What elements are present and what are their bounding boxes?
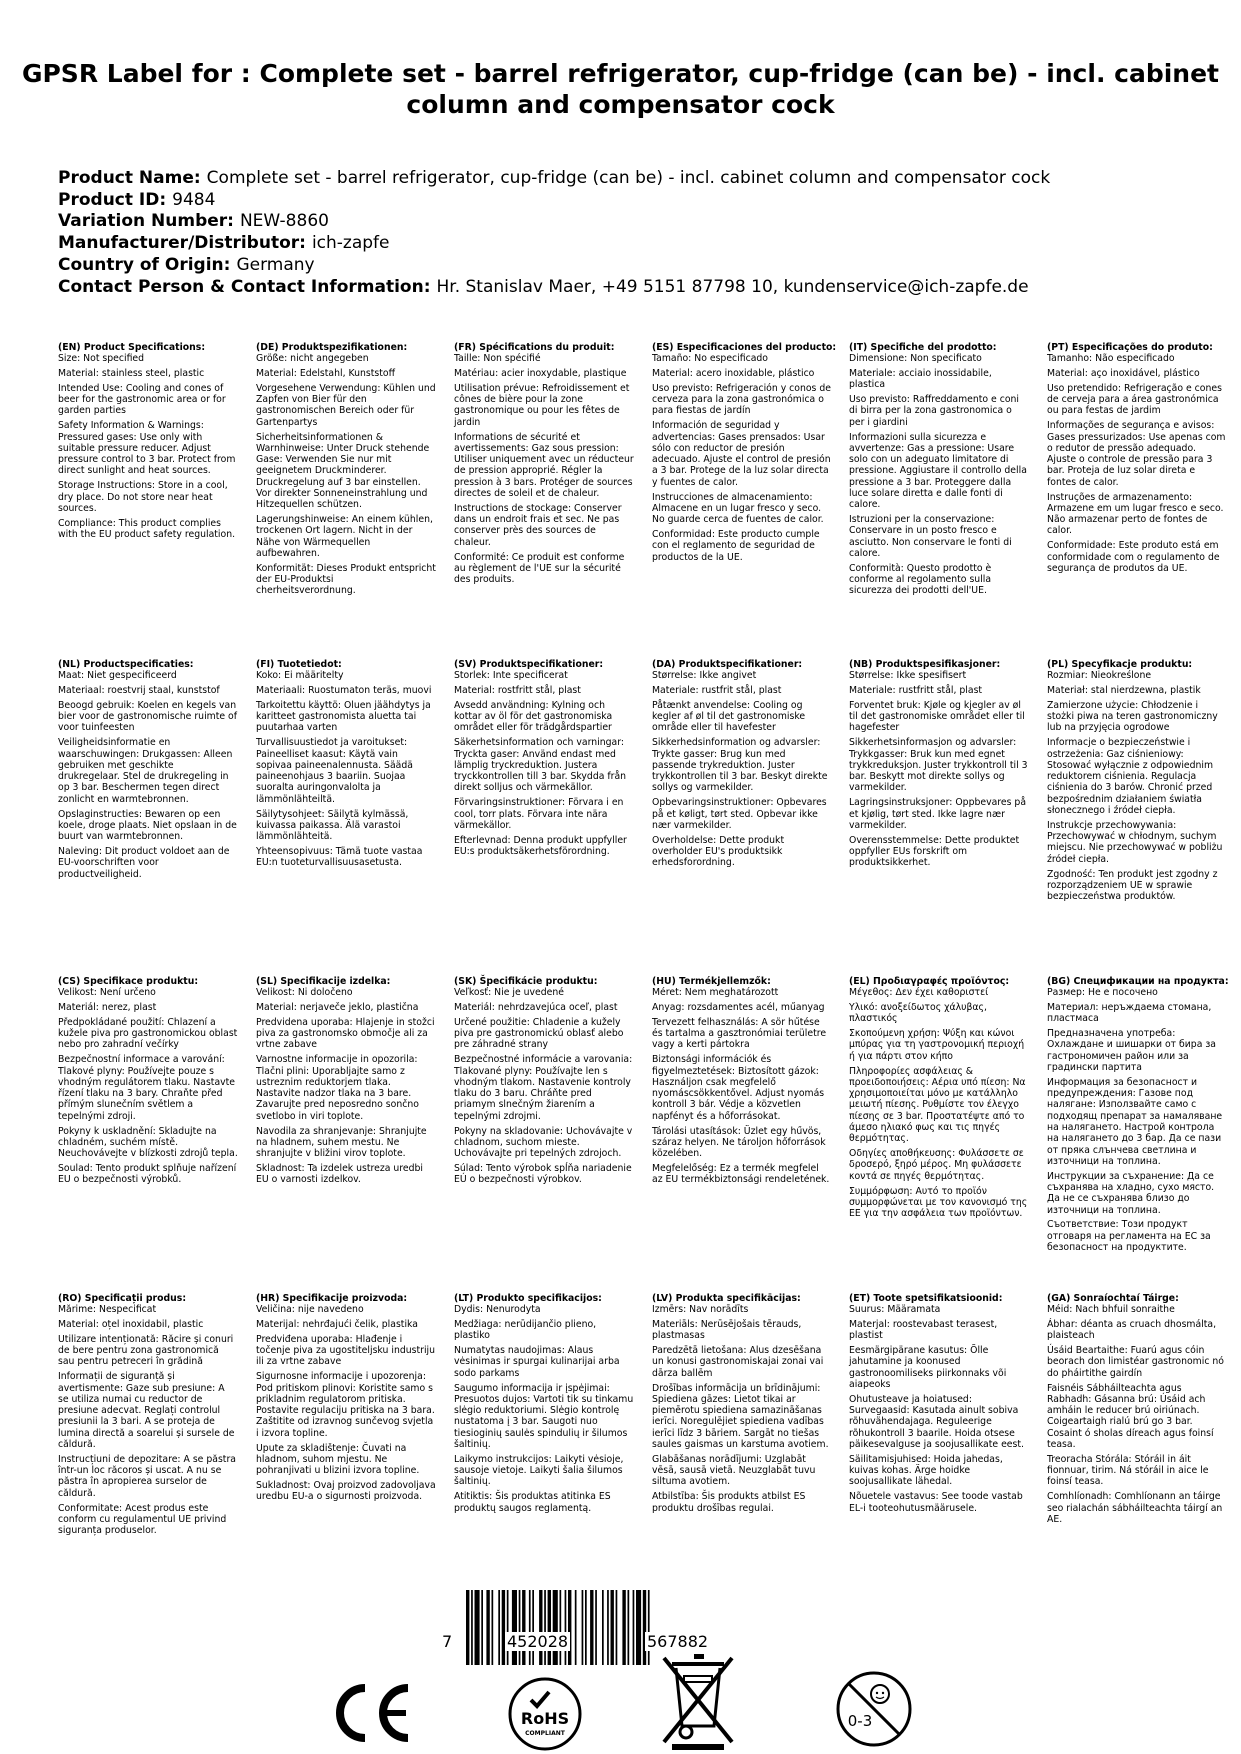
spec-heading: (GA) Sonraíochtaí Táirge: [1047, 1293, 1179, 1304]
spec-line: Predvidena uporaba: Hlajenje in stožci piva za gastronomsko območje ali za vrtne zabave [256, 1016, 435, 1051]
spec-heading: (DA) Produktspecifikationer: [652, 659, 803, 670]
spec-line: Varnostne informacije in opozorila: Tlačni plini: Uporabljajte samo z ustreznim reduktorjem tlaka. Nastavite nadzor tlaka na 3 bare. Zavarujte pred neposredno sončno svetlobo in viri toplote. [256, 1054, 419, 1122]
spec-line: Určené použitie: Chladenie a kužely piva pre gastronomickú oblasť alebo pre záhradné strany [454, 1016, 624, 1051]
spec-line: Instrukcje przechowywania: Przechowywać w chłodnym, suchym miejscu. Nie przechowywać w pobliżu źródeł ciepła. [1047, 819, 1223, 865]
spec-line: Glabāšanas norādījumi: Uzglabāt vēsā, sausā vietā. Neuzglabāt tuvu siltuma avotiem. [652, 1453, 816, 1488]
spec-line: Matériau: acier inoxydable, plastique [454, 368, 627, 380]
spec-line: Materiāls: Nerūsējošais tērauds, plastmasas [652, 1319, 802, 1342]
spec-line: Forventet bruk: Kjøle og kjegler av øl til det gastronomiske området eller til hagefester [849, 699, 1025, 734]
spec-heading: (PL) Specyfikacje produktu: [1047, 659, 1193, 670]
spec-block [1047, 659, 1227, 906]
spec-line: Dydis: Nenurodyta [454, 1304, 541, 1316]
spec-line: Tárolási utasítások: Üzlet egy hűvös, száraz helyen. Ne tároljon hőforrások közelében. [652, 1125, 826, 1160]
spec-line: Uso previsto: Refrigeración y conos de cerveza para la zona gastronómica o para fiestas de jardín [652, 382, 831, 417]
barcode-group1: 452028 [507, 1632, 569, 1651]
spec-line: Tamaño: No especificado [652, 353, 768, 365]
spec-line: Lagringsinstruksjoner: Oppbevares på et kjølig, tørt sted. Ikke lagre nær varmekilder. [849, 797, 1027, 831]
spec-line: Πληροφορίες ασφάλειας & προειδοποιήσεις: Αέρια υπό πίεση: Να χρησιμοποιείται μόνο με κατάλληλο μειωτή πίεσης. Ρυθμίστε τον έλεγχο πίεσης σε 3 bar. Προστατέψτε από το άμεσο ηλιακό φως και τις πηγές θερμότητας. [849, 1065, 1026, 1145]
spec-line: Förvaringsinstruktioner: Förvara i en cool, torr plats. Förvara inte nära värmekällor. [454, 797, 624, 831]
spec-line: Informații de siguranță și avertismente: Gaze sub presiune: A se utiliza numai cu reductor de presiune adecvat. Reglați controlul presiunii la 3 bari. A se proteja de lumina directă a soarelui și sursele de căldură. [58, 1371, 235, 1451]
spec-line: Uso previsto: Raffreddamento e coni di birra per la zona gastronomica o per i giardini [849, 394, 1019, 428]
spec-line: Numatytas naudojimas: Alaus vėsinimas ir spurgai kulinarijai arba sodo parkams [454, 1345, 620, 1379]
spec-block [1047, 976, 1227, 1257]
spec-line: Conformité: Ce produit est conforme au règlement de l'UE sur la sécurité des produits. [454, 551, 625, 586]
spec-block [849, 342, 1029, 600]
spec-line: Materiaal: roestvrij staal, kunststof [58, 685, 220, 697]
spec-line: Laikymo instrukcijos: Laikyti vėsioje, sausoje vietoje. Laikyti šalia šilumos šaltinių. [454, 1453, 624, 1488]
spec-line: Información de seguridad y advertencias: Gases prensados: Usar sólo con reductor de presión adecuado. Ajuste el control de presión a 3 bar. Protege de la luz solar directa y fuentes de calor. [652, 420, 831, 488]
spec-line: Veiligheidsinformatie en waarschuwingen: Drukgassen: Alleen gebruiken met geschikte drukregelaar. Stel de drukregeling in op 3 bar. Beschermen tegen direct zonlicht en warmtebronnen. [58, 737, 233, 805]
spec-line: Påtænkt anvendelse: Cooling og kegler af øl til det gastronomiske område eller til havefester [652, 699, 806, 734]
barcode-digit: 7 [442, 1632, 453, 1651]
spec-line: Medžiaga: nerūdijančio plieno, plastiko [454, 1319, 597, 1342]
spec-line: Instrucțiuni de depozitare: A se păstra într-un loc răcoros și uscat. A nu se păstra în apropierea surselor de căldură. [58, 1453, 236, 1499]
barcode-group2: 567882 [647, 1632, 709, 1651]
spec-line: Υλικό: ανοξείδωτος χάλυβας, πλαστικός [849, 1002, 987, 1025]
spec-line: Velikost: Ni določeno [256, 987, 353, 999]
spec-block [256, 1293, 436, 1506]
spec-block [1047, 1293, 1227, 1529]
spec-heading: (ET) Toote spetsifikatsioonid: [849, 1293, 1003, 1304]
spec-line: Konformität: Dieses Produkt entspricht der EU-Produktsi cherheitsverordnung. [256, 562, 436, 597]
spec-heading: (FI) Tuotetiedot: [256, 659, 342, 670]
spec-line: Material: aço inoxidável, plástico [1047, 368, 1200, 380]
spec-line: Størrelse: Ikke spesifisert [849, 670, 967, 682]
spec-heading: (SV) Produktspecifikationer: [454, 659, 604, 670]
spec-line: Treoracha Stórála: Stóráil in áit fionnuar, tirim. Ná stóráil in aice le foinsí teasa. [1047, 1453, 1209, 1488]
spec-heading: (RO) Specificații produs: [58, 1293, 187, 1304]
spec-heading: (CS) Specifikace produktu: [58, 976, 199, 987]
spec-line: Izmērs: Nav norādīts [652, 1304, 749, 1316]
spec-heading: (EN) Product Specifications: [58, 342, 206, 353]
spec-line: Materiál: nehrdzavejúca oceľ, plast [454, 1002, 618, 1014]
spec-heading: (LV) Produkta specifikācijas: [652, 1293, 801, 1304]
spec-line: Nõuetele vastavus: See toode vastab EL-i tooteohutusmäärusele. [849, 1491, 1023, 1514]
spec-line: Upute za skladištenje: Čuvati na hladnom, suhom mjestu. Ne pohranjivati u blizini izvora topline. [256, 1442, 420, 1477]
spec-line: Instructions de stockage: Conserver dans un endroit frais et sec. Ne pas conserver près des sources de chaleur. [454, 502, 622, 548]
spec-block [256, 976, 436, 1189]
page-title: GPSR Label for : Complete set - barrel refrigerator, cup-fridge (can be) - incl. cabinet column and compensator cock [21, 59, 1220, 119]
spec-block [849, 659, 1029, 872]
spec-line: Compliance: This product complies with the EU product safety regulation. [58, 517, 236, 540]
spec-line: Инструкции за съхранение: Да се съхранява на хладно, сухо място. Да не се съхранява близо до източници на топлина. [1047, 1170, 1215, 1216]
spec-line: Materiál: nerez, plast [58, 1002, 157, 1014]
info-product-id: Product ID: 9484 [58, 189, 216, 210]
spec-line: Съответствие: Този продукт отговаря на регламента на ЕС за безопасност на продуктите. [1047, 1219, 1211, 1254]
info-country-of-origin: Country of Origin: Germany [58, 254, 315, 275]
spec-line: Utilizare intenționată: Răcire și conuri de bere pentru zona gastronomică sau pentru petreceri în grădină [58, 1333, 234, 1368]
spec-line: Material: rostfritt stål, plast [454, 685, 581, 697]
rohs-label: RoHS [520, 1709, 570, 1728]
spec-line: Conformidade: Este produto está em conformidade com o regulamento de segurança de produtos da UE. [1047, 540, 1220, 574]
spec-block [652, 1293, 832, 1517]
spec-block [454, 976, 634, 1189]
spec-line: Предназначена употреба: Охлаждане и шишарки от бира за гастрономичен район или за градински партита [1047, 1028, 1217, 1074]
spec-line: Sukladnost: Ovaj proizvod zadovoljava uredbu EU-a o sigurnosti proizvoda. [256, 1479, 436, 1503]
spec-line: Atitiktis: Šis produktas atitinka ES produktų saugos reglamentą. [454, 1491, 611, 1514]
spec-block [454, 659, 634, 861]
spec-line: Overholdelse: Dette produkt overholder EU's produktsikk erhedsforordning. [652, 834, 785, 869]
spec-line: Biztonsági információk és figyelmeztetések: Biztosított gázok: Használjon csak megfelelő nyomáscsökkentővel. Adjust nyomás kontroll 3 bár. Védje a közvetlen napfényt és a hőforrásokat. [652, 1054, 825, 1122]
spec-line: Material: acero inoxidable, plástico [652, 368, 815, 380]
spec-line: Συμμόρφωση: Αυτό το προϊόν συμμορφώνεται με τον κανονισμό της ΕΕ για την ασφάλεια των προϊόντων. [849, 1185, 1028, 1220]
spec-line: Anyag: rozsdamentes acél, műanyag [652, 1002, 825, 1014]
spec-line: Overensstemmelse: Dette produktet oppfyller EUs forskrift om produktsikkerhet. [849, 834, 1020, 869]
spec-line: Material: oțel inoxidabil, plastic [58, 1319, 204, 1331]
spec-heading: (ES) Especificaciones del producto: [652, 342, 837, 353]
spec-line: Naleving: Dit product voldoet aan de EU-voorschriften voor productveiligheid. [58, 845, 230, 880]
spec-heading: (EL) Προδιαγραφές προϊόντος: [849, 976, 1010, 987]
spec-line: Lagerungshinweise: An einem kühlen, trockenen Ort lagern. Nicht in der Nähe von Wärmequellen aufbewahren. [256, 514, 433, 560]
spec-line: Instruções de armazenamento: Armazene em um lugar fresco e seco. Não armazenar perto de fontes de calor. [1047, 491, 1224, 537]
spec-block [652, 976, 832, 1189]
spec-block [849, 976, 1029, 1223]
spec-line: Veličina: nije navedeno [256, 1304, 364, 1316]
spec-block [58, 976, 238, 1189]
spec-heading: (NL) Productspecificaties: [58, 659, 194, 670]
spec-line: Size: Not specified [58, 353, 145, 365]
spec-line: Säkerhetsinformation och varningar: Tryckta gaser: Använd endast med lämplig tryckreduktion. Justera tryckkontrollen till 3 bar. Skydda från direkt solljus och värmekällor. [454, 737, 627, 794]
spec-line: Intended Use: Cooling and cones of beer for the gastronomic area or for garden parties [58, 382, 226, 417]
spec-line: Navodila za shranjevanje: Shranjujte na hladnem, suhem mestu. Ne shranjujte v bližini virov toplote. [256, 1125, 427, 1160]
spec-line: Uso pretendido: Refrigeração e cones de cerveja para a área gastronómica ou para festas de jardim [1047, 382, 1222, 417]
spec-line: Material: Edelstahl, Kunststoff [256, 368, 395, 380]
spec-line: Οδηγίες αποθήκευσης: Φυλάσσετε σε δροσερό, ξηρό μέρος. Μη φυλάσσετε κοντά σε πηγές θερμότητας. [849, 1148, 1024, 1182]
spec-line: Atbilstība: Šis produkts atbilst ES produktu drošības regulai. [652, 1491, 806, 1514]
spec-line: Eesmärgipärane kasutus: Õlle jahutamine ja koonused gastronoomiliseks piirkonnaks või aiapeoks [849, 1345, 1007, 1391]
spec-line: Dimensione: Non specificato [849, 353, 982, 365]
spec-line: Méret: Nem meghatározott [652, 987, 779, 999]
spec-line: Säilytysohjeet: Säilytä kylmässä, kuivassa paikassa. Älä varastoi lämmönlähteitä. [256, 808, 409, 843]
spec-heading: (BG) Спецификации на продукта: [1047, 976, 1229, 987]
spec-line: Materiale: rustfritt stål, plast [849, 685, 983, 697]
spec-line: Material: nerjaveče jeklo, plastična [256, 1002, 419, 1014]
spec-line: Yhteensopivuus: Tämä tuote vastaa EU:n tuoteturvallisuusasetusta. [256, 845, 423, 869]
info-manufacturer: Manufacturer/Distributor: ich-zapfe [58, 233, 390, 254]
spec-line: Soulad: Tento produkt splňuje nařízení EU o bezpečnosti výrobků. [58, 1162, 237, 1186]
spec-line: Súlad: Tento výrobok spĺňa nariadenie EÚ o bezpečnosti výrobkov. [454, 1162, 632, 1186]
spec-block [454, 1293, 634, 1517]
spec-block [256, 342, 436, 600]
spec-line: Tarkoitettu käyttö: Oluen jäähdytys ja karitteet gastronomista aluetta tai puutarhaa varten [256, 699, 431, 734]
spec-line: Zamierzone użycie: Chłodzenie i stożki piwa na teren gastronomiczny lub na przyjęcia ogrodowe [1047, 699, 1218, 734]
spec-line: Drošības informācija un brīdinājumi: Spiediena gāzes: Lietot tikai ar piemērotu spiediena samazināšanas ierīci. Noregulējiet spiediena vadības ierīci līdz 3 bāriem. Sargāt no tiešas saules gaismas un karstuma avotiem. [652, 1382, 829, 1451]
spec-line: Материал: неръждаема стомана, пластмаса [1047, 1002, 1212, 1025]
spec-line: Ábhar: déanta as cruach dhosmálta, plaisteach [1047, 1319, 1217, 1342]
spec-heading: (HR) Specifikacije proizvoda: [256, 1293, 408, 1304]
spec-line: Informazioni sulla sicurezza e avvertenze: Gas a pressione: Usare solo con un adeguato limitatore di pressione. Aggiustare il controllo della pressione a 3 bar. Proteggere dalla luce solare diretta e dalle fonti di calore. [849, 431, 1027, 511]
info-variation-number: Variation Number: NEW-8860 [58, 211, 329, 232]
spec-heading: (SK) Špecifikácie produktu: [454, 976, 598, 987]
spec-line: Μέγεθος: Δεν έχει καθοριστεί [849, 987, 989, 999]
info-product-name: Product Name: Complete set - barrel refrigerator, cup-fridge (can be) - incl. cabinet column and compensator cock [58, 168, 1051, 188]
spec-block [652, 342, 837, 566]
spec-line: Instrucciones de almacenamiento: Almacene en un lugar fresco y seco. No guarde cerca de fuentes de calor. [652, 491, 824, 526]
spec-line: Suurus: Määramata [849, 1304, 941, 1316]
ce-mark-icon [328, 1682, 414, 1744]
spec-line: Pokyny na skladovanie: Uchovávajte v chladnom, suchom mieste. Uchovávajte pri tepelných zdrojoch. [454, 1125, 633, 1160]
spec-block [454, 342, 634, 589]
spec-heading: (NB) Produktspesifikasjoner: [849, 659, 1001, 670]
spec-line: Informations de sécurité et avertissements: Gaz sous pression: Utiliser uniquement avec un réducteur de pression approprié. Régler la pression à 3 bars. Protéger de sources directes de soleil et de chaleur. [454, 431, 634, 500]
spec-line: Bezpečnostní informace a varování: Tlakové plyny: Používejte pouze s vhodným regulátorem tlaku. Nastavte řízení tlaku na 3 bary. Chraňte před přímým slunečním světlem a tepelnými zdroji. [58, 1054, 236, 1122]
spec-line: Pokyny k uskladnění: Skladujte na chladném, suchém místě. Neuchovávejte v blízkosti zdrojů tepla. [58, 1125, 238, 1160]
spec-line: Mărime: Nespecificat [58, 1304, 157, 1316]
spec-block [58, 342, 238, 544]
spec-line: Utilisation prévue: Refroidissement et cônes de bière pour la zone gastronomique ou pour les fêtes de jardin [454, 382, 630, 428]
spec-line: Faisnéis Sábháilteachta agus Rabhadh: Gásanna brú: Úsáid ach amháin le reducer brú oiriúnach. Coigeartaigh rialú brú go 3 bar. Cosaint ó sholas díreach agus foinsí teasa. [1047, 1382, 1214, 1451]
spec-heading: (HU) Termékjellemzők: [652, 976, 771, 987]
spec-block [1047, 342, 1227, 578]
spec-block [58, 1293, 238, 1540]
spec-line: Tervezett felhasználás: A sör hűtése és tartalma a gasztronómiai területre vagy a kerti pártokra [652, 1016, 827, 1051]
spec-line: Veľkosť: Nie je uvedené [454, 987, 564, 999]
product-info [58, 168, 1050, 298]
spec-line: Sicherheitsinformationen & Warnhinweise: Unter Druck stehende Gase: Verwenden Sie nur mit geeignetem Druckminderer. Druckregelung auf 3 bar einstellen. Vor direkter Sonneneinstrahlung und Hitzequellen schützen. [256, 431, 430, 511]
spec-line: Předpokládané použití: Chlazení a kužele piva pro gastronomickou oblast nebo pro zahradní večírky [58, 1016, 238, 1051]
spec-line: Paredzētā lietošana: Alus dzesēšana un konusi gastronomiskajai zonai vai dārza ballēm [652, 1345, 824, 1379]
spec-line: Materiale: rustfrit stål, plast [652, 685, 782, 697]
spec-line: Bezpečnostné informácie a varovania: Tlakované plyny: Používajte len s vhodným tlakom. Nastavenie kontroly tlaku do 3 baru. Chráňte pred priamym slnečným žiarením a tepelnými zdrojmi. [454, 1054, 633, 1122]
spec-line: Größe: nicht angegeben [256, 353, 369, 365]
spec-heading: (SL) Specifikacije izdelka: [256, 976, 391, 987]
spec-block [256, 659, 436, 872]
spec-line: Sikkerhetsinformasjon og advarsler: Trykkgasser: Bruk kun med egnet trykkreduksjon. Juster trykkontroll til 3 bar. Beskytt mot direkte sollys og varmekilder. [849, 737, 1028, 794]
spec-line: Turvallisuustiedot ja varoitukset: Paineelliset kaasut: Käytä vain sopivaa paineenalennusta. Säädä paineenohjaus 3 baariin. Suojaa suoralta auringonvalolta ja lämmönlähteiltä. [256, 737, 413, 805]
info-contact: Contact Person & Contact Information: Hr. Stanislav Maer, +49 5151 87798 10, kundenservice@ich-zapfe.de [58, 276, 1029, 297]
age-label: 0-3 [847, 1712, 873, 1730]
spec-line: Skladnost: Ta izdelek ustreza uredbi EU o varnosti izdelkov. [256, 1162, 424, 1186]
spec-line: Informações de segurança e avisos: Gases pressurizados: Use apenas com o redutor de pressão adequado. Ajuste o controle de pressão para 3 bar. Proteja de luz solar direta e fontes de calor. [1047, 420, 1226, 488]
spec-heading: (FR) Spécifications du produit: [454, 342, 615, 353]
spec-line: Velikost: Není určeno [58, 987, 156, 999]
spec-line: Istruzioni per la conservazione: Conservare in un posto fresco e asciutto. Non conservare le fonti di calore. [849, 514, 1012, 560]
spec-line: Materiaali: Ruostumaton teräs, muovi [256, 685, 432, 697]
spec-line: Størrelse: Ikke angivet [652, 670, 757, 682]
spec-line: Tamanho: Não especificado [1047, 353, 1175, 365]
spec-line: Úsáid Beartaithe: Fuarú agus cóin beorach don limistéar gastronomic nó do pháirtithe gairdín [1047, 1345, 1224, 1379]
spec-line: Sigurnosne informacije i upozorenja: Pod pritiskom plinovi: Koristite samo s prikladnim regulatorom pritiska. Postavite regulaciju pritiska na 3 bara. Zaštitite od izravnog sunčevog svjetla i izvora topline. [256, 1371, 435, 1439]
spec-line: Informacje o bezpieczeństwie i ostrzeżenia: Gaz ciśnieniowy: Stosować wyłącznie z odpowiednim reduktorem ciśnienia. Regulacja ciśnienia do 3 barów. Chronić przed bezpośrednim działaniem światła słonecznego i źródeł ciepła. [1047, 737, 1214, 817]
spec-line: Materiale: acciaio inossidabile, plastica [849, 368, 992, 391]
spec-line: Storage Instructions: Store in a cool, dry place. Do not store near heat sources. [58, 480, 228, 514]
spec-heading: (IT) Specifiche del prodotto: [849, 342, 997, 353]
spec-line: Storlek: Inte specificerat [454, 670, 568, 682]
rohs-icon [505, 1676, 585, 1752]
spec-line: Koko: Ei määritelty [256, 670, 344, 682]
spec-line: Predviđena uporaba: Hlađenje i točenje piva za ugostiteljsku industriju ili za vrtne zabave [256, 1333, 435, 1368]
spec-line: Taille: Non spécifié [454, 353, 541, 365]
spec-block [58, 659, 238, 883]
spec-line: Sikkerhedsinformation og advarsler: Trykte gasser: Brug kun med passende trykreduktion. Juster trykkontrollen til 3 bar. Beskyt direkte sollys og varmekilder. [652, 737, 828, 794]
spec-line: Σκοπούμενη χρήση: Ψύξη και κώνοι μπύρας για τη γαστρονομική περιοχή ή για πάρτι στον κήπο [849, 1028, 1025, 1062]
spec-line: Safety Information & Warnings: Pressured gases: Use only with suitable pressure reducer. Adjust pressure control to 3 bar. Protect from direct sunlight and heat sources. [58, 420, 236, 477]
spec-line: Comhlíonadh: Comhlíonann an táirge seo rialachán sábháilteachta táirgí an AE. [1047, 1491, 1223, 1525]
spec-block [652, 659, 832, 872]
spec-line: Zgodność: Ten produkt jest zgodny z rozporządzeniem UE w sprawie bezpieczeństwa produktów. [1047, 868, 1218, 903]
rohs-sublabel: COMPLIANT [525, 1730, 565, 1737]
spec-line: Информация за безопасност и предупреждения: Газове под налягане: Използвайте само с подходящ препарат за намаляване на налягането. Настрой контрола на налягането до 3 бар. Да се пази от пряка слънчева светлина и източници на топлина. [1047, 1076, 1223, 1167]
spec-line: Размер: Не е посочено [1047, 987, 1158, 999]
spec-line: Méid: Nach bhfuil sonraithe [1047, 1304, 1175, 1316]
spec-line: Maat: Niet gespecificeerd [58, 670, 177, 682]
age-warning-icon [834, 1668, 914, 1750]
spec-heading: (PT) Especificações do produto: [1047, 342, 1213, 353]
spec-line: Opslaginstructies: Bewaren op een koele, droge plaats. Niet opslaan in de buurt van warmtebronnen. [58, 808, 237, 843]
spec-heading: (LT) Produkto specifikacijos: [454, 1293, 602, 1304]
spec-line: Conformitate: Acest produs este conform cu regulamentul UE privind siguranța produselor. [58, 1502, 227, 1537]
spec-line: Materijal: nehrđajući čelik, plastika [256, 1319, 418, 1331]
spec-line: Rozmiar: Nieokreślone [1047, 670, 1152, 682]
spec-line: Conformidad: Este producto cumple con el reglamento de seguridad de productos de la UE. [652, 528, 820, 563]
spec-line: Ohutusteave ja hoiatused: Survegaasid: Kasutada ainult sobiva rõhuvähendajaga. Reguleerige rõhukontroll 3 baarile. Hoida otsese päikesevalguse ja soojusallikate eest. [849, 1393, 1024, 1451]
spec-line: Avsedd användning: Kylning och kottar av öl för det gastronomiska området eller för trädgårdspartier [454, 699, 613, 734]
spec-line: Opbevaringsinstruktioner: Opbevares på et køligt, tørt sted. Opbevar ikke nær varmekilder. [652, 797, 827, 831]
spec-line: Saugumo informacija ir įspėjimai: Presuotos dujos: Vartoti tik su tinkamu slėgio reduktoriumi. Slėgio kontrolę nustatoma į 3 bar. Saugoti nuo tiesioginių saulės spindulių ir šilumos šaltinių. [454, 1382, 634, 1451]
spec-line: Materjal: roostevabast terasest, plastist [849, 1319, 998, 1342]
spec-line: Beoogd gebruik: Koelen en kegels van bier voor de gastronomische ruimte of voor tuinfeesten [58, 699, 237, 734]
spec-line: Vorgesehene Verwendung: Kühlen und Zapfen von Bier für den gastronomischen Bereich oder für Gartenpartys [256, 382, 436, 428]
spec-line: Säilitamisjuhised: Hoida jahedas, kuivas kohas. Ärge hoidke soojusallikate lähedal. [849, 1453, 1003, 1488]
spec-line: Material: stainless steel, plastic [58, 368, 205, 380]
spec-block [849, 1293, 1029, 1517]
spec-line: Megfelelőség: Ez a termék megfelel az EU termékbiztonsági rendeletének. [652, 1162, 830, 1186]
spec-line: Conformità: Questo prodotto è conforme al regolamento sulla sicurezza dei prodotti dell'UE. [849, 562, 992, 597]
spec-line: Materiał: stal nierdzewna, plastik [1047, 685, 1201, 697]
spec-line: Efterlevnad: Denna produkt uppfyller EU:s produktsäkerhetsförordning. [454, 834, 627, 857]
weee-bin-icon [658, 1652, 738, 1750]
spec-heading: (DE) Produktspezifikationen: [256, 342, 408, 353]
